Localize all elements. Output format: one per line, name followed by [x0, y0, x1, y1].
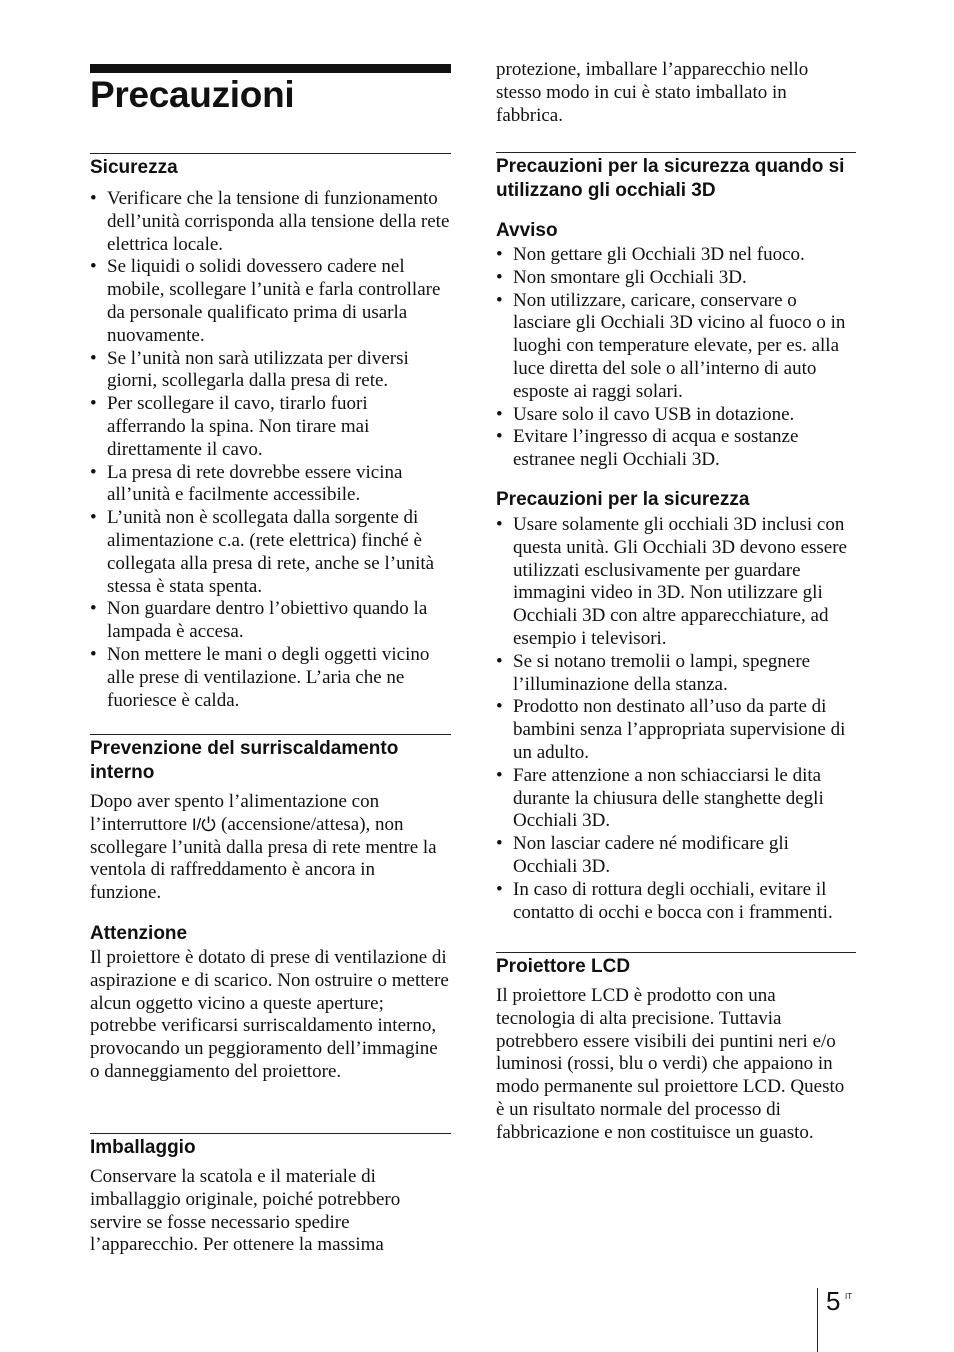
paragraph: Il proiettore LCD è prodotto con una tecnologia di alta precisione. Tuttavia potrebbero essere visibili dei puntini neri e/o luminosi (rossi, blu o verdi) che appaiono in modo permanente sul proiettore LCD. Questo è un risultato normale del processo di fabbricazione e non costituisce un guasto.: [496, 985, 845, 1143]
list-item: • L’unità non è scollegata dalla sorgente di alimentazione c.a. (rete elettrica) finché è collegata alla presa di rete, anche se l’unità stessa è stata spenta.: [90, 507, 451, 598]
bullet-list: [90, 188, 451, 712]
list-item: • Evitare l’ingresso di acqua e sostanze estranee negli Occhiali 3D.: [496, 426, 856, 472]
switch-label: I/: [191, 814, 202, 834]
list-item: • Prodotto non destinato all’uso da parte di bambini senza l’appropriata supervisione di un adulto.: [496, 696, 856, 764]
bullet-list: [496, 514, 856, 924]
subsection-heading: Avviso: [496, 220, 558, 241]
bullet-list: [496, 244, 856, 472]
paragraph: protezione, imballare l’apparecchio nello stesso modo in cui è stato imballato in fabbrica.: [496, 59, 809, 126]
paragraph: Il proiettore è dotato di prese di ventilazione di aspirazione e di scarico. Non ostruire o mettere alcun oggetto vicino a queste aperture; potrebbe verificarsi surriscaldamento interno, provocando un peggioramento dell’immagine o danneggiamento del proiettore.: [90, 947, 449, 1082]
page-number-divider: [817, 1288, 818, 1352]
section-attenzione: [90, 922, 451, 1084]
list-item: • Non smontare gli Occhiali 3D.: [496, 267, 856, 290]
section-heading: Proiettore LCD: [496, 956, 631, 977]
list-item: • Se liquidi o solidi dovessero cadere nel mobile, scollegare l’unità e farla controllare da personale qualificato prima di usarla nuovamente.: [90, 256, 451, 347]
list-item: • Non lasciar cadere né modificare gli Occhiali 3D.: [496, 833, 856, 879]
page-language: IT: [845, 1292, 853, 1301]
section-heading: Imballaggio: [90, 1137, 196, 1158]
list-item: • Usare solamente gli occhiali 3D inclusi con questa unità. Gli Occhiali 3D devono essere utilizzati esclusivamente per guardare immagini video in 3D. Non utilizzare gli Occhiali 3D con altre apparecchiature, ad esempio i televisori.: [496, 514, 856, 651]
list-item: • Usare solo il cavo USB in dotazione.: [496, 404, 856, 427]
list-item: • Fare attenzione a non schiacciarsi le dita durante la chiusura delle stanghette degli Occhiali 3D.: [496, 765, 856, 833]
subsection-heading: Attenzione: [90, 923, 188, 944]
list-item: • Se l’unità non sarà utilizzata per diversi giorni, scollegarla dalla presa di rete.: [90, 348, 451, 394]
list-item: • Se si notano tremolii o lampi, spegnere l’illuminazione della stanza.: [496, 651, 856, 697]
power-standby-icon: [201, 815, 216, 832]
page-number: 5: [826, 1286, 841, 1316]
section-lcd: [496, 952, 856, 1145]
page-title: Precauzioni: [90, 74, 295, 115]
paragraph: [90, 791, 451, 905]
list-item: • Verificare che la tensione di funzionamento dell’unità corrisponda alla tensione della rete elettrica locale.: [90, 188, 451, 256]
text-run: Dopo aver spento l’alimentazione con l’interruttore: [90, 791, 380, 835]
section-imballaggio: [90, 1133, 451, 1257]
list-item: • Non mettere le mani o degli oggetti vicino alle prese di ventilazione. L’aria che ne fuoriesce è calda.: [90, 644, 451, 712]
list-item: • Non guardare dentro l’obiettivo quando la lampada è accesa.: [90, 598, 451, 644]
imballaggio-continued: [496, 59, 856, 127]
section-heading: Precauzioni per la sicurezza quando si utilizzano gli occhiali 3D: [496, 156, 845, 201]
list-item: • Non gettare gli Occhiali 3D nel fuoco.: [496, 244, 856, 267]
text-run: (accensione/attesa), non scollegare l’unità dalla presa di rete mentre la ventola di raffreddamento è ancora in funzione.: [90, 813, 437, 904]
paragraph: Conservare la scatola e il materiale di imballaggio originale, poiché potrebbero servire se fosse necessario spedire l’apparecchio. Per ottenere la massima: [90, 1166, 401, 1256]
list-item: • Per scollegare il cavo, tirarlo fuori afferrando la spina. Non tirare mai direttamente il cavo.: [90, 393, 451, 461]
section-heading: Sicurezza: [90, 157, 178, 178]
section-sicurezza: [90, 153, 451, 712]
list-item: • La presa di rete dovrebbe essere vicina all’unità e facilmente accessibile.: [90, 462, 451, 508]
subsection-heading: Precauzioni per la sicurezza: [496, 488, 750, 510]
section-heading: Prevenzione del surriscaldamento interno: [90, 738, 399, 783]
section-occhiali: [496, 152, 856, 924]
list-item: • In caso di rottura degli occhiali, evitare il contatto di occhi e bocca con i frammenti.: [496, 879, 856, 925]
section-prevenzione: [90, 734, 451, 905]
list-item: • Non utilizzare, caricare, conservare o lasciare gli Occhiali 3D vicino al fuoco o in luoghi con temperature elevate, per es. alla luce diretta del sole o all’interno di auto esposte ai raggi solari.: [496, 290, 856, 404]
